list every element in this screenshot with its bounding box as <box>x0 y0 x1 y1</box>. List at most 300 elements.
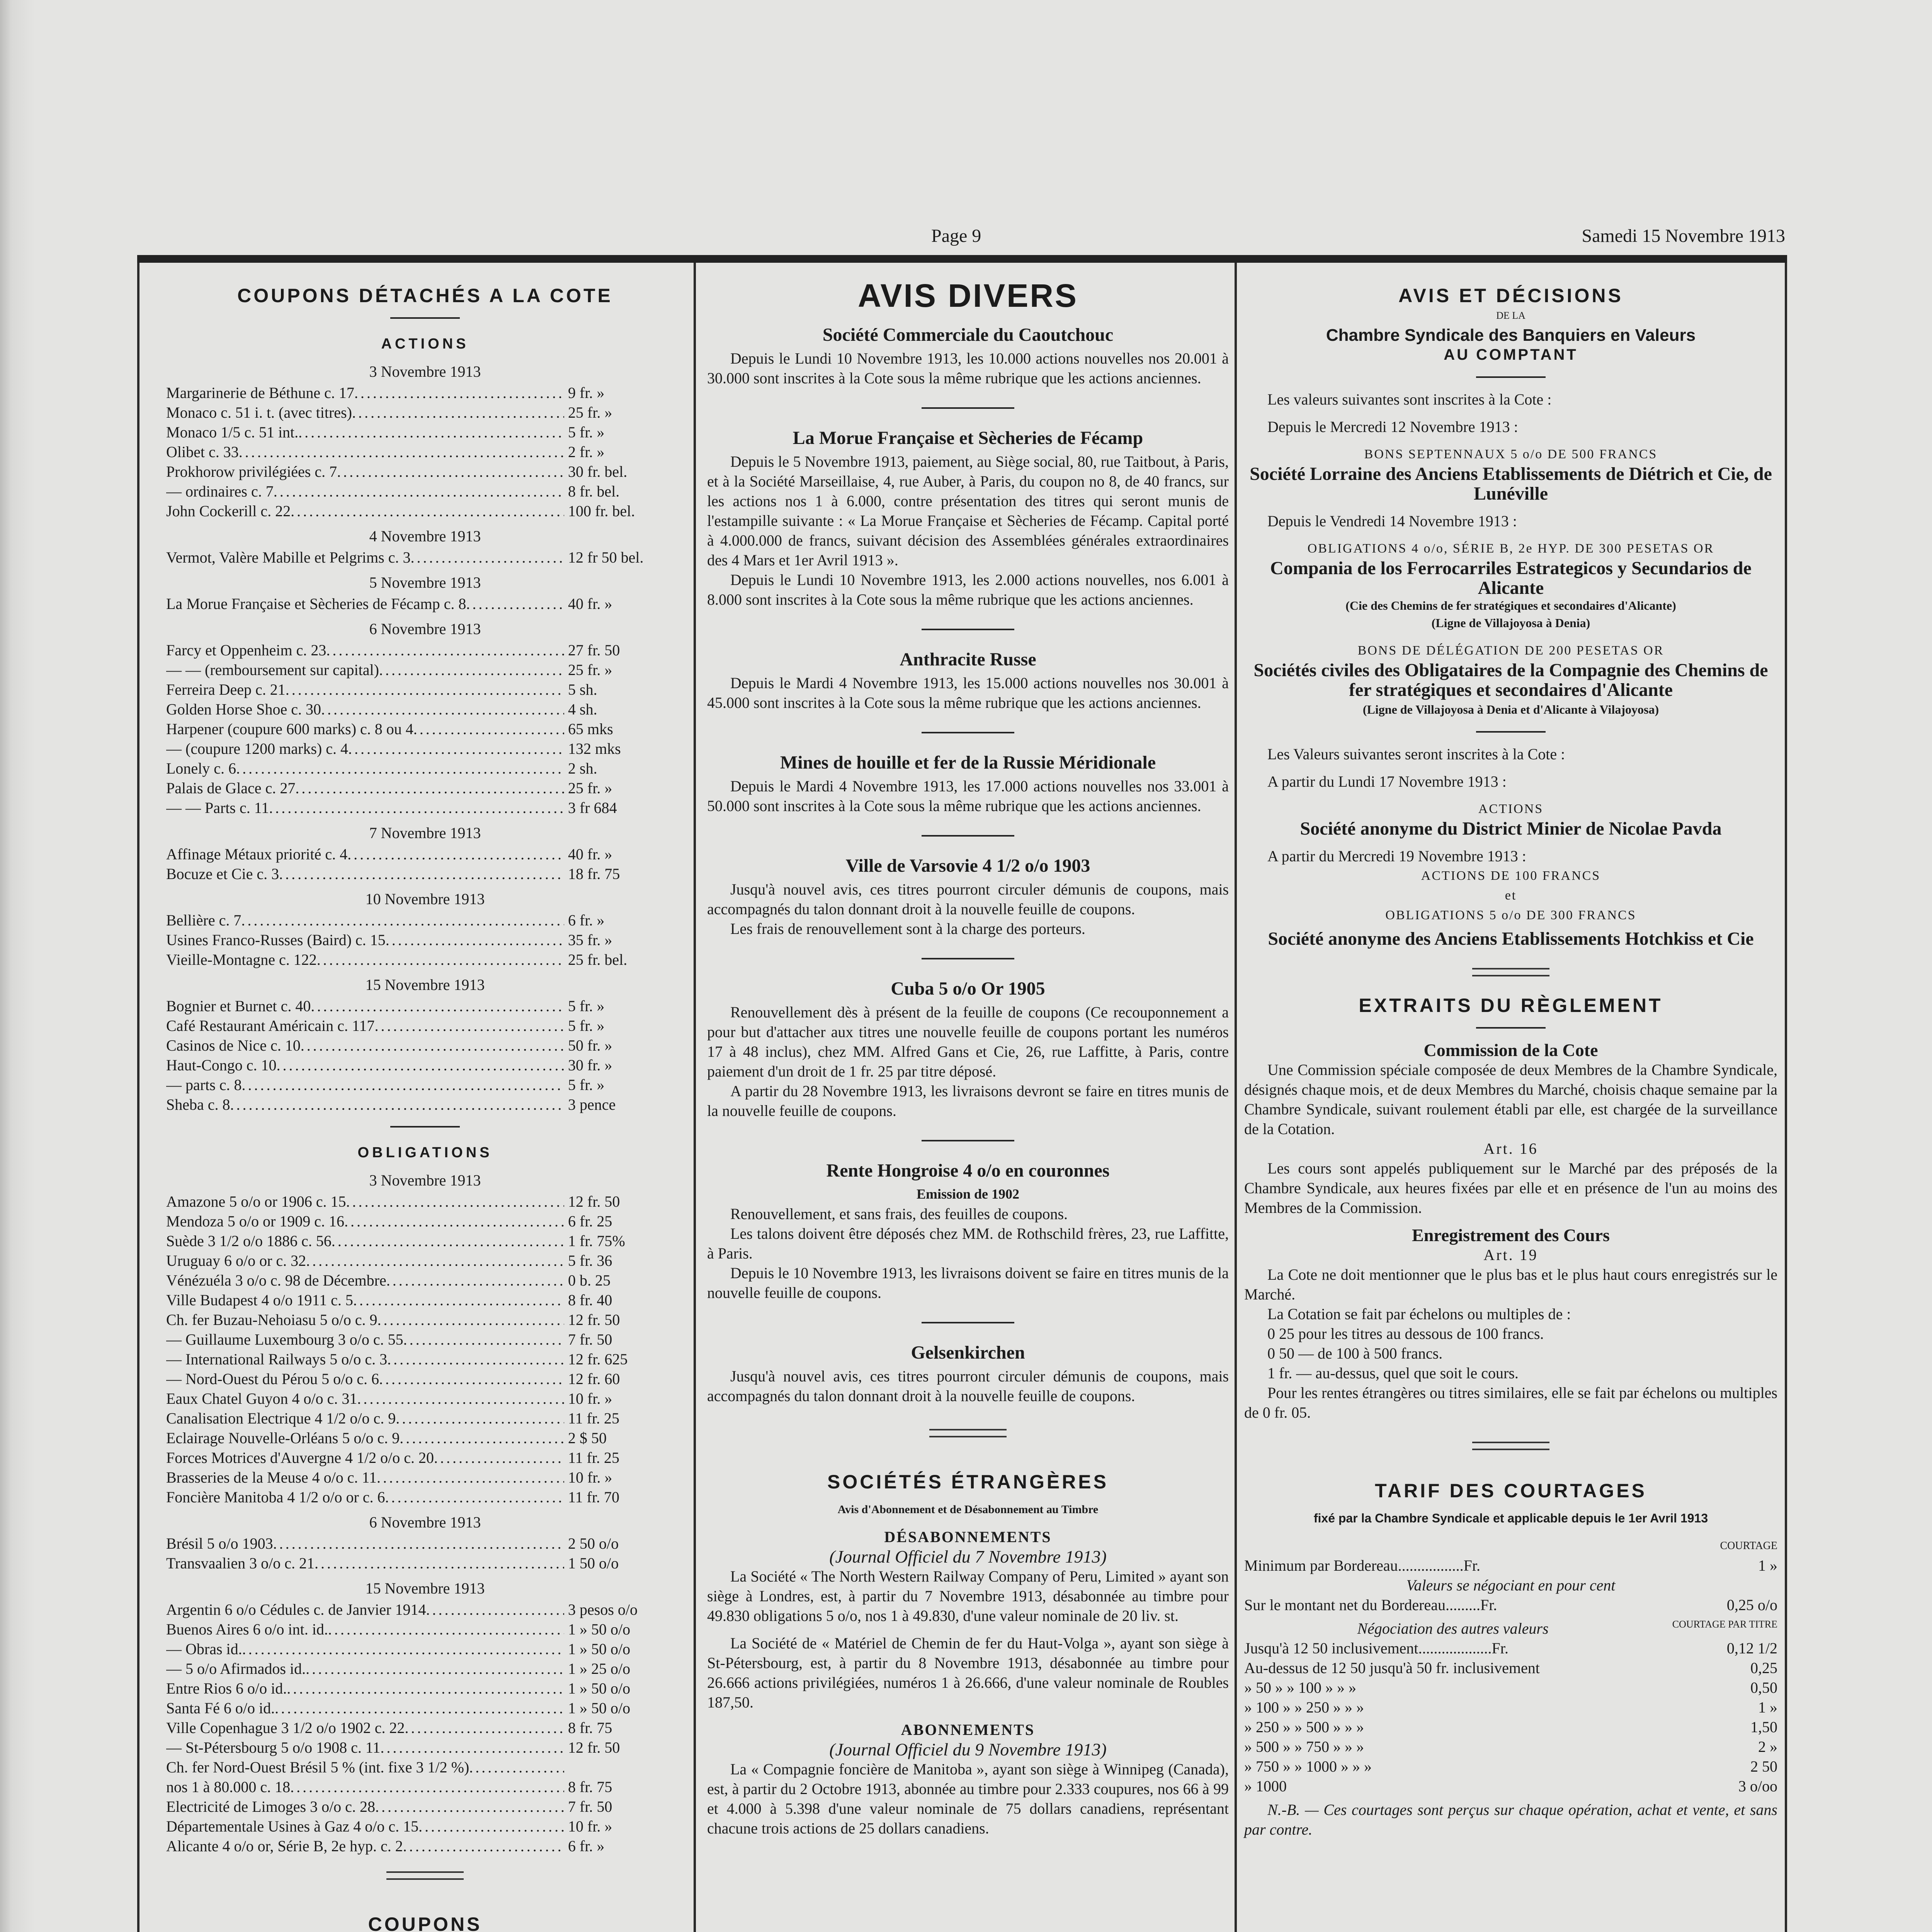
coupon-amount: 4 sh. <box>568 701 597 718</box>
table-row <box>166 1777 684 1797</box>
leader-dots <box>242 1639 564 1659</box>
avis-items <box>707 325 1229 1406</box>
divider <box>922 1140 1014 1141</box>
commission-cote-heading: Commission de la Cote <box>1423 1040 1598 1060</box>
table-row <box>166 1698 684 1718</box>
leader-dots <box>387 1349 564 1369</box>
leader-dots <box>469 1757 564 1777</box>
leader-dots <box>418 1816 564 1836</box>
coupon-amount: 25 fr. bel. <box>568 951 628 968</box>
coupon-amount: 30 fr. » <box>568 1056 612 1074</box>
coupon-amount: 10 fr. » <box>568 1390 612 1407</box>
divider <box>1476 731 1546 733</box>
security-name: Ville Copenhague 3 1/2 o/o 1902 c. 22 <box>166 1719 405 1736</box>
coupon-amount: 40 fr. » <box>568 845 612 863</box>
table-row <box>166 798 684 818</box>
security-name: — ordinaires c. 7 <box>166 483 274 500</box>
table-row <box>166 660 684 680</box>
coupon-amount: 3 pence <box>568 1096 616 1113</box>
security-name: Vénézuéla 3 o/o c. 98 de Décembre <box>166 1272 386 1289</box>
au-comptant-heading: AU COMPTANT <box>1444 346 1578 363</box>
table-row <box>166 1718 684 1738</box>
et-label: et <box>1505 888 1517 903</box>
leader-dots <box>357 1389 564 1408</box>
leader-dots <box>275 1698 564 1718</box>
coupon-amount: 30 fr. bel. <box>568 463 628 480</box>
security-name: Entre Rios 6 o/o id. <box>166 1680 287 1697</box>
date-heading: 7 Novembre 1913 <box>369 824 481 842</box>
coupon-amount: 10 fr. » <box>568 1818 612 1835</box>
leader-dots <box>403 1836 564 1856</box>
commission-paragraph: Une Commission spéciale composée de deux Membres de la Chambre Syndicale, désignés chaque mois, et de deux Membres du Marché, choisis chaque semaine par la Chambre Syndicale, suivant roulement établi par elle, est chargée de la surveillance de la Cotation. <box>1244 1061 1777 1138</box>
table-row <box>166 1836 684 1856</box>
notice-paragraph: Les talons doivent être déposés chez MM. de Rothschild frères, 23, rue Laffitte, à Paris. <box>707 1225 1229 1262</box>
leader-dots <box>298 422 564 442</box>
leader-dots <box>287 1679 564 1698</box>
security-name: Margarinerie de Béthune c. 17 <box>166 384 354 401</box>
leader-dots <box>337 462 564 481</box>
date-heading: 3 Novembre 1913 <box>369 1172 481 1189</box>
coupon-amount: 12 fr. 60 <box>568 1370 620 1388</box>
leader-dots <box>306 1251 564 1270</box>
leader-dots <box>273 1534 564 1553</box>
security-name: Ferreira Deep c. 21 <box>166 681 286 698</box>
divider <box>922 732 1014 733</box>
notice-paragraph: Les frais de renouvellement sont à la charge des porteurs. <box>730 920 1085 937</box>
security-name: Suède 3 1/2 o/o 1886 c. 56 <box>166 1232 332 1250</box>
security-name: Amazone 5 o/o or 1906 c. 15 <box>166 1193 346 1210</box>
obligations-alicante: OBLIGATIONS 4 o/o, SÉRIE B, 2e HYP. DE 300 PESETAS OR <box>1307 541 1714 556</box>
table-row <box>166 680 684 699</box>
security-name: Ch. fer Buzau-Nehoiasu 5 o/o c. 9 <box>166 1311 378 1328</box>
coupon-amount: 8 fr. bel. <box>568 483 620 500</box>
leader-dots <box>466 594 564 614</box>
coupon-amount: 1 fr. 75% <box>568 1232 625 1250</box>
security-name: Harpener (coupure 600 marks) c. 8 ou 4 <box>166 720 413 738</box>
coupon-amount: 27 fr. 50 <box>568 641 620 659</box>
ornament-divider <box>929 1429 1007 1437</box>
societes-etrangeres-subtitle: Avis d'Abonnement et de Désabonnement au Timbre <box>837 1503 1099 1516</box>
table-row <box>166 1553 684 1573</box>
leader-dots <box>385 1487 564 1507</box>
security-name: Lonely c. 6 <box>166 760 236 777</box>
security-name: Argentin 6 o/o Cédules c. de Janvier 1914 <box>166 1601 426 1618</box>
abonnements-heading: ABONNEMENTS <box>901 1721 1035 1738</box>
ornament-divider <box>1472 968 1549 976</box>
coupon-amount: 2 50 o/o <box>568 1535 619 1552</box>
table-row <box>166 699 684 719</box>
coupon-amount: 3 pesos o/o <box>568 1601 638 1618</box>
coupons-detaches-title: COUPONS DÉTACHÉS A LA COTE <box>237 285 613 306</box>
coupon-amount: 12 fr. 50 <box>568 1739 620 1756</box>
chambre-syndicale-heading: Chambre Syndicale des Banquiers en Valeurs <box>1326 326 1696 345</box>
leader-dots <box>375 1797 564 1816</box>
table-row <box>166 778 684 798</box>
notice-title: Ville de Varsovie 4 1/2 o/o 1903 <box>845 855 1090 876</box>
tarif-row: » 500 » » 750 » » » 2 » <box>1244 1738 1777 1755</box>
art-19-paragraph: La Cote ne doit mentionner que le plus bas et le plus haut cours enregistrés sur le Marché. <box>1244 1266 1777 1303</box>
security-name: Bocuze et Cie c. 3 <box>166 865 279 883</box>
table-row <box>166 1534 684 1553</box>
security-name: Prokhorow privilégiées c. 7 <box>166 463 337 480</box>
coupon-amount: 3 fr 684 <box>568 799 617 816</box>
table-row <box>166 1270 684 1290</box>
tarif-row: » 100 » » 250 » » » 1 » <box>1244 1699 1777 1716</box>
security-name: Casinos de Nice c. 10 <box>166 1037 301 1054</box>
tarif-row: Jusqu'à 12 50 inclusivement...................Fr. 0,12 1/2 <box>1244 1639 1777 1657</box>
leader-dots <box>230 1095 564 1114</box>
de-la-label: DE LA <box>1496 310 1526 321</box>
table-row <box>166 1016 684 1036</box>
table-row <box>166 1816 684 1836</box>
date-heading: 6 Novembre 1913 <box>369 1514 481 1531</box>
notice-subtitle: Emission de 1902 <box>916 1186 1020 1202</box>
desabonnement-paragraph-1: La Société « The North Western Railway Company of Peru, Limited » ayant son siège à Londres, est, à partir du 7 Novembre 1913, désabonnée au timbre pour 49.830 obligations 5 o/o, nos 1 à 49.830, d'une valeur nominale de 20 liv. st. <box>707 1568 1229 1624</box>
security-name: Golden Horse Shoe c. 30 <box>166 701 321 718</box>
table-row <box>166 1448 684 1468</box>
column-coupons <box>166 270 684 1932</box>
abonnement-paragraph: La « Compagnie foncière de Manitoba », ayant son siège à Winnipeg (Canada), est, à partir du 2 Octobre 1913, abonnée au timbre pour 2.333 coupures, nos 66 à 99 et 4.000 à 5.398 d'une valeur nominale de 75 dollars canadiens, représentant chacune trois actions de 25 dollars canadiens. <box>707 1760 1229 1837</box>
table-row <box>166 548 684 567</box>
tarif-subtitle: fixé par la Chambre Syndicale et applicable depuis le 1er Avril 1913 <box>1313 1511 1708 1525</box>
tarif-pour-cent: Valeurs se négociant en pour cent <box>1406 1577 1616 1594</box>
coupon-amount: 1 » 50 o/o <box>568 1680 631 1697</box>
table-row <box>166 1408 684 1428</box>
leader-dots <box>274 481 564 501</box>
table-row <box>166 910 684 930</box>
bons-delegation: BONS DE DÉLÉGATION DE 200 PESETAS OR <box>1357 643 1664 658</box>
art-19-rentes: Pour les rentes étrangères ou titres similaires, elle se fait par échelons ou multiples de 0 fr. 05. <box>1244 1384 1777 1421</box>
coupon-amount: 2 fr. » <box>568 443 605 461</box>
security-name: — Nord-Ouest du Pérou 5 o/o c. 6 <box>166 1370 379 1388</box>
table-row <box>166 1036 684 1055</box>
table-row <box>166 996 684 1016</box>
coupon-amount: 6 fr. » <box>568 1837 605 1855</box>
security-name: — — Parts c. 11 <box>166 799 269 816</box>
leader-dots <box>354 383 564 403</box>
table-row <box>166 930 684 950</box>
coupon-amount: 132 mks <box>568 740 621 757</box>
date-heading: 10 Novembre 1913 <box>365 890 485 908</box>
notice-title: Cuba 5 o/o Or 1905 <box>891 978 1045 999</box>
table-row <box>166 1330 684 1349</box>
security-name: Sheba c. 8 <box>166 1096 230 1113</box>
table-row <box>166 1389 684 1408</box>
divider <box>922 958 1014 959</box>
coupon-amount: 9 fr. » <box>568 384 605 401</box>
echelon-3: 1 fr. — au-dessus, quel que soit le cours. <box>1267 1364 1519 1382</box>
notice-title: Mines de houille et fer de la Russie Méridionale <box>780 752 1156 773</box>
coupon-amount: 12 fr 50 bel. <box>568 549 644 566</box>
security-name: — Guillaume Luxembourg 3 o/o c. 55 <box>166 1331 403 1348</box>
security-name: Transvaalien 3 o/o c. 21 <box>166 1554 315 1572</box>
tarif-row: Au-dessus de 12 50 jusqu'à 50 fr. inclusivement 0,25 <box>1244 1659 1777 1677</box>
coupon-amount: 1 » 50 o/o <box>568 1640 631 1658</box>
journal-officiel-9: (Journal Officiel du 9 Novembre 1913) <box>829 1740 1107 1759</box>
ligne-villajoyosa: (Ligne de Villajoyosa à Denia) <box>1431 616 1590 630</box>
enregistrement-heading: Enregistrement des Cours <box>1412 1225 1610 1245</box>
table-row <box>166 1075 684 1095</box>
echelon-1: 0 25 pour les titres au dessous de 100 francs. <box>1267 1325 1544 1342</box>
divider <box>922 629 1014 630</box>
compania-alicante: Compania de los Ferrocarriles Estrategicos y Secundarios de Alicante <box>1270 558 1752 598</box>
issue-date: Samedi 15 Novembre 1913 <box>1582 226 1785 246</box>
security-name: La Morue Française et Sècheries de Fécamp c. 8 <box>166 595 466 612</box>
leader-dots <box>326 640 564 660</box>
art-19-echelons: La Cotation se fait par échelons ou multiples de : <box>1267 1305 1571 1323</box>
notice-title: Anthracite Russe <box>900 649 1036 670</box>
leader-dots <box>321 699 564 719</box>
security-name: — 5 o/o Afirmados id. <box>166 1660 306 1677</box>
notice-paragraph: Depuis le 5 Novembre 1913, paiement, au Siège social, 80, rue Taitbout, à Paris, et à la Société Marseillaise, 4, rue Auber, à Paris, du coupon no 8, de 40 francs, sur les actions nos 1 à 6.000, contre présentation des titres qui seront munis de l'estampille suivante : « La Morue Française et Sècheries de Fécamp. Capital porté à 4.000.000 de francs, suivant décision des Assemblées générales extraordinaires des 4 Mars et 1er Avril 1913 ». <box>707 453 1229 569</box>
security-name: nos 1 à 80.000 c. 18 <box>166 1778 291 1796</box>
coupon-amount: 5 fr. » <box>568 997 605 1015</box>
ornament-divider <box>386 1871 464 1880</box>
table-row <box>166 481 684 501</box>
security-name: Electricité de Limoges 3 o/o c. 28 <box>166 1798 375 1815</box>
date-heading: 3 Novembre 1913 <box>369 363 481 380</box>
leader-dots <box>295 778 564 798</box>
divider <box>922 1322 1014 1323</box>
coupon-amount: 1 50 o/o <box>568 1554 619 1572</box>
table-row <box>166 1487 684 1507</box>
security-name: — St-Pétersbourg 5 o/o 1908 c. 11 <box>166 1739 381 1756</box>
page-header <box>139 222 1785 253</box>
tarif-courtages-title: TARIF DES COURTAGES <box>1375 1480 1647 1502</box>
leader-dots <box>405 1718 565 1738</box>
coupon-amount: 8 fr. 40 <box>568 1291 612 1309</box>
leader-dots <box>386 930 564 950</box>
leader-dots <box>269 798 564 818</box>
leader-dots <box>434 1448 564 1468</box>
security-name: John Cockerill c. 22 <box>166 502 291 520</box>
coupon-amount: 6 fr. » <box>568 912 605 929</box>
divider <box>1476 1027 1546 1029</box>
coupon-amount: 2 sh. <box>568 760 597 777</box>
table-row <box>166 640 684 660</box>
security-name: Farcy et Oppenheim c. 23 <box>166 641 327 659</box>
security-name: Mendoza 5 o/o or 1909 c. 16 <box>166 1213 345 1230</box>
tarif-row: » 1000 3 o/oo <box>1244 1777 1777 1795</box>
security-name: Foncière Manitoba 4 1/2 o/o or c. 6 <box>166 1488 385 1506</box>
security-name: Santa Fé 6 o/o id. <box>166 1699 275 1717</box>
coupon-amount: 5 fr. » <box>568 1076 605 1094</box>
leader-dots <box>346 1192 564 1211</box>
security-name: Olibet c. 33 <box>166 443 239 461</box>
table-row <box>166 1619 684 1639</box>
security-name: Café Restaurant Américain c. 117 <box>166 1017 375 1034</box>
column-rule-1 <box>694 263 696 1932</box>
leader-dots <box>291 501 564 521</box>
coupon-amount: 7 fr. 50 <box>568 1331 612 1348</box>
hotchkiss: Société anonyme des Anciens Etablissements Hotchkiss et Cie <box>1268 929 1754 949</box>
leader-dots <box>380 1738 564 1757</box>
table-row <box>166 864 684 884</box>
security-name: — parts c. 8 <box>166 1076 242 1094</box>
societes-etrangeres-title: SOCIÉTÉS ÉTRANGÈRES <box>827 1471 1109 1493</box>
security-name: — International Railways 5 o/o c. 3 <box>166 1350 388 1368</box>
tarif-rows <box>1244 1638 1777 1796</box>
seront-inscrites-intro: Les Valeurs suivantes seront inscrites à la Cote : <box>1267 745 1565 763</box>
leader-dots <box>317 950 564 969</box>
table-row <box>166 1369 684 1389</box>
date-14-novembre: Depuis le Vendredi 14 Novembre 1913 : <box>1267 512 1517 530</box>
table-row <box>166 950 684 969</box>
coupons-echeance-title: COUPONS <box>368 1913 482 1932</box>
divider <box>390 317 460 319</box>
notice-paragraph: Renouvellement, et sans frais, des feuilles de coupons. <box>730 1205 1068 1223</box>
security-name: Brésil 5 o/o 1903 <box>166 1535 273 1552</box>
desabonnement-paragraph-2: La Société de « Matériel de Chemin de fer du Haut-Volga », ayant son siège à St-Pétersbourg, est, à partir du 8 Novembre 1913, désabonnée au timbre pour 26.666 actions privilégiées, numéros 1 à 26.666, d'une valeur nominale de Roubles 187,50. <box>707 1634 1229 1711</box>
security-name: Brasseries de la Meuse 4 o/o c. 11 <box>166 1469 377 1486</box>
table-row <box>166 1738 684 1757</box>
notice-paragraph: Renouvellement dès à présent de la feuille de coupons (Ce recouponnement a pour but d'attacher aux titres une nouvelle feuille de coupons portant les numéros 17 à 48 inclus), chez MM. Alfred Gans et Cie, 26, rue Laffitte, à Paris, contre paiement d'un droit de 1 fr. 25 par titre déposé. <box>707 1003 1229 1080</box>
leader-dots <box>286 680 564 699</box>
tarif-nota: N.-B. — Ces courtages sont perçus sur chaque opération, achat et vente, et sans par contre. <box>1244 1801 1777 1838</box>
table-row <box>166 844 684 864</box>
leader-dots <box>290 1777 564 1797</box>
leader-dots <box>426 1600 564 1619</box>
extraits-reglement-title: EXTRAITS DU RÈGLEMENT <box>1359 995 1663 1016</box>
table-row <box>166 1428 684 1448</box>
leader-dots <box>241 910 564 930</box>
table-row <box>166 442 684 462</box>
bons-septennaux: BONS SEPTENNAUX 5 o/o DE 500 FRANCS <box>1364 447 1658 461</box>
notice-title: Gelsenkirchen <box>911 1342 1025 1363</box>
column-avis-divers <box>707 270 1229 1838</box>
tarif-montant-net: Sur le montant net du Bordereau.........Fr. 0,25 o/o <box>1244 1596 1777 1614</box>
table-row <box>166 1757 684 1777</box>
coupon-amount: 35 fr. » <box>568 931 612 949</box>
leader-dots <box>236 759 564 778</box>
notice-paragraph: Jusqu'à nouvel avis, ces titres pourront circuler démunis de coupons, mais accompagnés du talon donnant droit à la nouvelle feuille de coupons. <box>707 881 1229 918</box>
coupon-amount: 11 fr. 70 <box>568 1488 619 1506</box>
coupon-amount: 100 fr. bel. <box>568 502 635 520</box>
security-name: Monaco 1/5 c. 51 int. <box>166 423 299 441</box>
security-name: Buenos Aires 6 o/o int. id. <box>166 1621 328 1638</box>
cie-chemins-alicante: (Cie des Chemins de fer stratégiques et secondaires d'Alicante) <box>1345 599 1676 612</box>
date-heading: 15 Novembre 1913 <box>365 976 485 993</box>
date-19-novembre: A partir du Mercredi 19 Novembre 1913 : <box>1267 847 1526 865</box>
security-name: Eclairage Nouvelle-Orléans 5 o/o c. 9 <box>166 1429 400 1447</box>
leader-dots <box>374 1016 564 1036</box>
coupon-amount: 12 fr. 50 <box>568 1311 620 1328</box>
table-row <box>166 383 684 403</box>
tarif-autres-valeurs: Négociation des autres valeurs COURTAGE PAR TITRE <box>1357 1619 1777 1637</box>
leader-dots <box>277 1055 564 1075</box>
coupon-amount: 7 fr. 50 <box>568 1798 612 1815</box>
actions-heading: ACTIONS <box>381 336 469 352</box>
coupon-amount: 11 fr. 25 <box>568 1410 619 1427</box>
leader-dots <box>279 864 564 884</box>
notice-title: Société Commerciale du Caoutchouc <box>822 325 1114 345</box>
leader-dots <box>311 996 564 1016</box>
avis-decisions-title: AVIS ET DÉCISIONS <box>1398 285 1623 306</box>
leader-dots <box>400 1428 564 1448</box>
table-row <box>166 1290 684 1310</box>
security-name: Usines Franco-Russes (Baird) c. 15 <box>166 931 386 949</box>
table-row <box>166 1211 684 1231</box>
notice-paragraph: Depuis le Mardi 4 Novembre 1913, les 15.000 actions nouvelles nos 30.001 à 45.000 sont inscrites à la Cote sous la même rubrique que les actions anciennes. <box>707 674 1229 711</box>
notice-paragraph: A partir du 28 Novembre 1913, les livraisons devront se faire en titres munis de la nouvelle feuille de coupons. <box>707 1082 1229 1119</box>
art-19-heading: Art. 19 <box>1483 1246 1538 1264</box>
security-name: Monaco c. 51 i. t. (avec titres) <box>166 404 352 421</box>
coupon-amount: 25 fr. » <box>568 661 612 679</box>
security-name: Départementale Usines à Gaz 4 o/o c. 15 <box>166 1818 419 1835</box>
district-minier: Société anonyme du District Minier de Nicolae Pavda <box>1300 818 1722 839</box>
tarif-row: » 50 » » 100 » » » 0,50 <box>1244 1679 1777 1696</box>
coupon-amount: 1 » 50 o/o <box>568 1621 631 1638</box>
coupon-amount: 12 fr. 50 <box>568 1193 620 1210</box>
obligations-300-francs: OBLIGATIONS 5 o/o DE 300 FRANCS <box>1385 908 1636 922</box>
table-row <box>166 719 684 739</box>
column-rule-2 <box>1235 263 1237 1932</box>
tarif-minimum: Minimum par Bordereau.................Fr. 1 » <box>1244 1557 1777 1574</box>
coupon-amount: 5 sh. <box>568 681 597 698</box>
leader-dots <box>344 1211 564 1231</box>
security-name: Haut-Congo c. 10 <box>166 1056 277 1074</box>
table-row <box>166 462 684 481</box>
coupon-amount: 11 fr. 25 <box>568 1449 619 1466</box>
ornament-divider <box>1472 1442 1549 1450</box>
table-row <box>166 1231 684 1251</box>
notice-paragraph: Depuis le 10 Novembre 1913, les livraisons doivent se faire en titres munis de la nouvelle feuille de coupons. <box>707 1264 1229 1301</box>
security-name: — Obras id. <box>166 1640 242 1658</box>
societe-lorraine: Société Lorraine des Anciens Etablissements de Diétrich et Cie, de Lunéville <box>1250 464 1772 504</box>
table-row <box>166 759 684 778</box>
security-name: Canalisation Electrique 4 1/2 o/o c. 9 <box>166 1410 396 1427</box>
security-name: Bognier et Burnet c. 40 <box>166 997 311 1015</box>
coupon-amount: 6 fr. 25 <box>568 1213 612 1230</box>
divider <box>1476 376 1546 378</box>
table-row <box>166 403 684 422</box>
inscrites-intro: Les valeurs suivantes sont inscrites à la Cote : <box>1267 391 1552 408</box>
leader-dots <box>410 548 564 567</box>
leader-dots <box>377 1468 564 1487</box>
table-row <box>166 1797 684 1816</box>
notice-title: La Morue Française et Sècheries de Fécamp <box>793 428 1143 448</box>
table-row <box>166 1310 684 1330</box>
column-avis-decisions <box>1244 270 1777 1839</box>
coupon-amount: 5 fr. » <box>568 423 605 441</box>
echelon-2: 0 50 — de 100 à 500 francs. <box>1267 1345 1443 1362</box>
security-name: Ch. fer Nord-Ouest Brésil 5 % (int. fixe 3 1/2 %) <box>166 1759 469 1776</box>
leader-dots <box>239 442 564 462</box>
table-row <box>166 1468 684 1487</box>
table-row <box>166 501 684 521</box>
table-row <box>166 1600 684 1619</box>
divider <box>922 835 1014 837</box>
security-name: Forces Motrices d'Auvergne 4 1/2 o/o c. 20 <box>166 1449 434 1466</box>
table-row <box>166 422 684 442</box>
art-16-heading: Art. 16 <box>1483 1140 1538 1157</box>
leader-dots <box>315 1553 564 1573</box>
date-heading: 6 Novembre 1913 <box>369 620 481 638</box>
notice-paragraph: Depuis le Lundi 10 Novembre 1913, les 10.000 actions nouvelles nos 20.001 à 30.000 sont inscrites à la Cote sous la même rubrique que les actions anciennes. <box>707 350 1229 387</box>
obligations-list <box>166 1170 684 1856</box>
leader-dots <box>301 1036 564 1055</box>
coupon-amount: 2 $ 50 <box>568 1429 607 1447</box>
date-heading: 4 Novembre 1913 <box>369 527 481 545</box>
leader-dots <box>396 1408 564 1428</box>
coupon-amount: 25 fr. » <box>568 404 612 421</box>
date-heading: 15 Novembre 1913 <box>365 1580 485 1597</box>
coupon-amount: 25 fr. » <box>568 779 612 797</box>
table-row <box>166 1349 684 1369</box>
coupon-amount: 5 fr. » <box>568 1017 605 1034</box>
security-name: — (coupure 1200 marks) c. 4 <box>166 740 348 757</box>
leader-dots <box>379 1369 564 1389</box>
